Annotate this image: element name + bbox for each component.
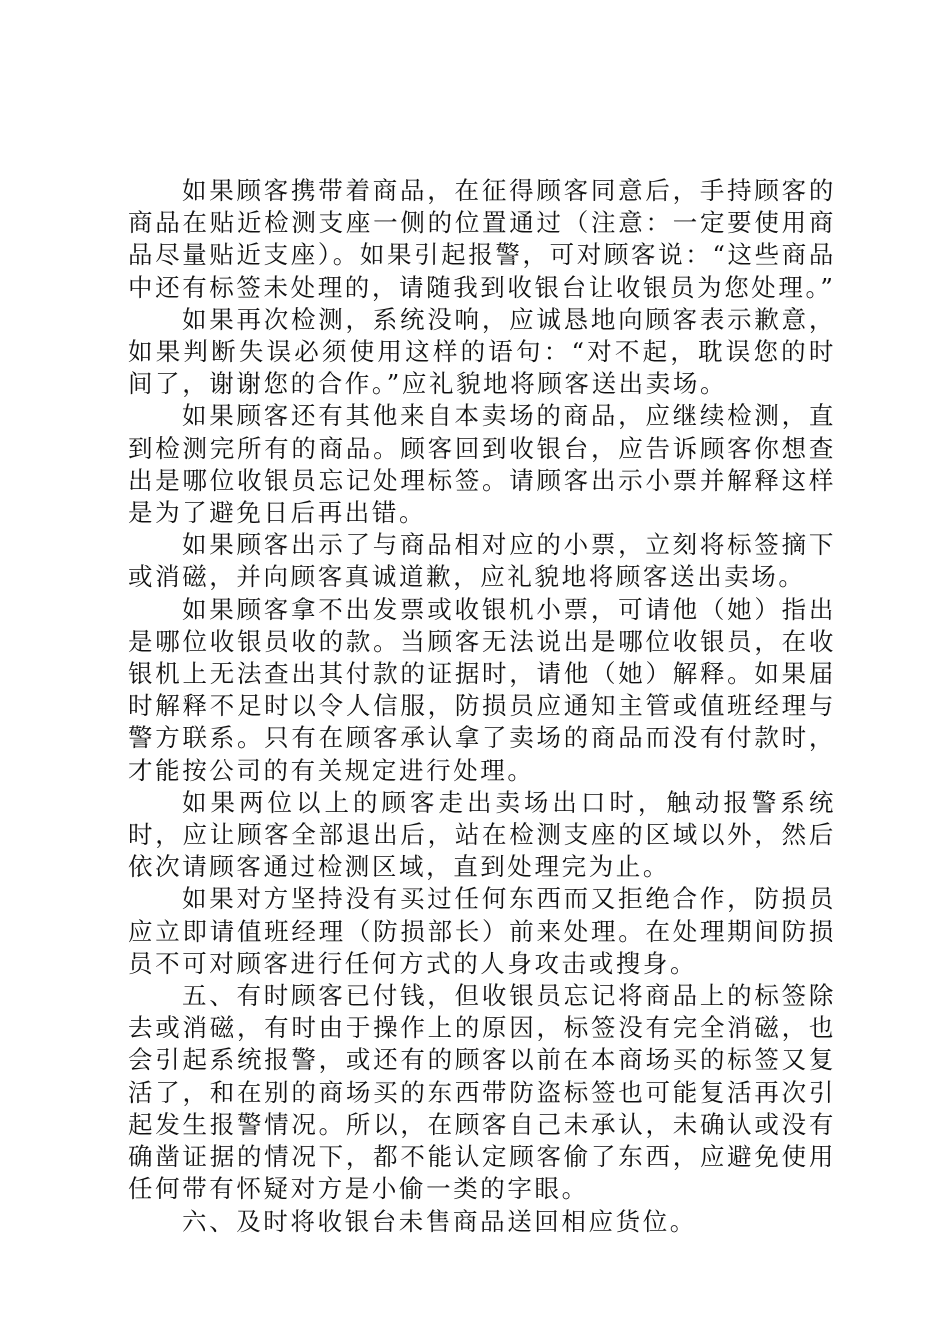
paragraph-5: 如果顾客拿不出发票或收银机小票，可请他（她）指出是哪位收银员收的款。当顾客无法说出是哪位收银员，在收银机上无法查出其付款的证据时，请他（她）解释。如果届时解释不足时以令人信服，防损员应通知主管或值班经理与警方联系。只有在顾客承认拿了卖场的商品而没有付款时，才能按公司的有关规定进行处理。 (128, 594, 836, 785)
document-body (128, 175, 836, 1238)
paragraph-8: 五、有时顾客已付钱，但收银员忘记将商品上的标签除去或消磁，有时由于操作上的原因，标签没有完全消磁，也会引起系统报警，或还有的顾客以前在本商场买的标签又复活了，和在别的商场买的东西带防盗标签也可能复活再次引起发生报警情况。所以，在顾客自己未承认，未确认或没有确凿证据的情况下，都不能认定顾客偷了东西，应避免使用任何带有怀疑对方是小偷一类的字眼。 (128, 981, 836, 1204)
paragraph-6: 如果两位以上的顾客走出卖场出口时，触动报警系统时，应让顾客全部退出后，站在检测支座的区域以外，然后依次请顾客通过检测区域，直到处理完为止。 (128, 787, 836, 882)
paragraph-1: 如果顾客携带着商品，在征得顾客同意后，手持顾客的商品在贴近检测支座一侧的位置通过（注意：一定要使用商品尽量贴近支座）。如果引起报警，可对顾客说：“这些商品中还有标签未处理的，请随我到收银台让收银员为您处理。” (128, 176, 836, 302)
paragraph-7: 如果对方坚持没有买过任何东西而又拒绝合作，防损员应立即请值班经理（防损部长）前来处理。在处理期间防损员不可对顾客进行任何方式的人身攻击或搜身。 (128, 884, 836, 978)
paragraph-2: 如果再次检测，系统没响，应诚恳地向顾客表示歉意，如果判断失误必须使用这样的语句：“对不起，耽误您的时间了，谢谢您的合作。”应礼貌地将顾客送出卖场。 (128, 304, 836, 399)
paragraph-3: 如果顾客还有其他来自本卖场的商品，应继续检测，直到检测完所有的商品。顾客回到收银台，应告诉顾客你想查出是哪位收银员忘记处理标签。请顾客出示小票并解释这样是为了避免日后再出错。 (128, 401, 836, 528)
paragraph-4: 如果顾客出示了与商品相对应的小票，立刻将标签摘下或消磁，并向顾客真诚道歉，应礼貌地将顾客送出卖场。 (128, 530, 836, 592)
paragraph-9: 六、及时将收银台未售商品送回相应货位。 (182, 1206, 697, 1236)
